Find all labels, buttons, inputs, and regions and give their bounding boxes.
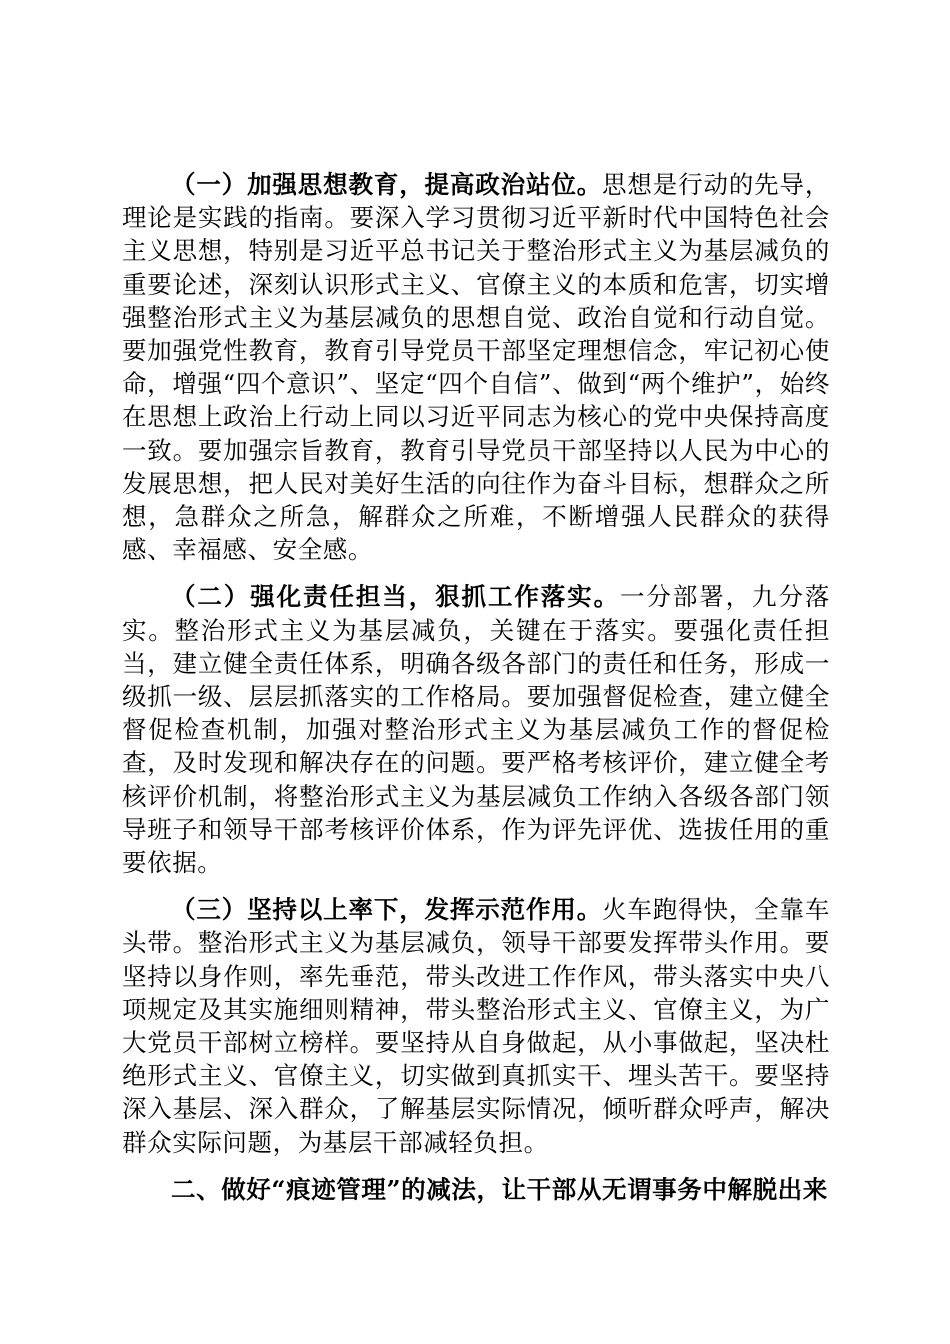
section-heading: 二、做好“痕迹管理”的减法，让干部从无谓事务中解脱出来 bbox=[171, 1174, 828, 1204]
paragraph-3-lead: （三）坚持以上率下，发挥示范作用。 bbox=[171, 895, 603, 925]
paragraph-3-body: 火车跑得快，全靠车头带。整治形式主义为基层减负，领导干部要发挥带头作用。要坚持以身作则，率先垂范，带头改进工作作风，带头落实中央八项规定及其实施细则精神，带头整治形式主义、官僚主义，为广大党员干部树立榜样。要坚持从自身做起，从小事做起，坚决杜绝形式主义、官僚主义，切实做到真抓实干、埋头苦干。要坚持深入基层、深入群众，了解基层实际情况，倾听群众呼声，解决群众实际问题，为基层干部减轻负担。 bbox=[122, 895, 830, 1157]
paragraph-2 bbox=[122, 580, 830, 879]
paragraph-2-body: 一分部署，九分落实。整治形式主义为基层减负，关键在于落实。要强化责任担当，建立健全责任体系，明确各级各部门的责任和任务，形成一级抓一级、层层抓落实的工作格局。要加强督促检查，建立健全督促检查机制，加强对整治形式主义为基层减负工作的督促检查，及时发现和解决存在的问题。要严格考核评价，建立健全考核评价机制，将整治形式主义为基层减负工作纳入各级各部门领导班子和领导干部考核评价体系，作为评先评优、选拔任用的重要依据。 bbox=[122, 582, 830, 878]
paragraph-1-lead: （一）加强思想教育，提高政治站位。 bbox=[171, 170, 603, 199]
paragraph-1-body: 思想是行动的先导，理论是实践的指南。要深入学习贯彻习近平新时代中国特色社会主义思想，特别是习近平总书记关于整治形式主义为基层减负的重要论述，深刻认识形式主义、官僚主义的本质和危害，切实增强整治形式主义为基层减负的思想自觉、政治自觉和行动自觉。要加强党性教育，教育引导党员干部坚定理想信念，牢记初心使命，增强“四个意识”、坚定“四个自信”、做到“两个维护”，始终在思想上政治上行动上同以习近平同志为核心的党中央保持高度一致。要加强宗旨教育，教育引导党员干部坚持以人民为中心的发展思想，把人民对美好生活的向往作为奋斗目标，想群众之所想，急群众之所急，解群众之所难，不断增强人民群众的获得感、幸福感、安全感。 bbox=[122, 170, 830, 565]
document-page bbox=[122, 168, 830, 1206]
paragraph-2-lead: （二）强化责任担当，狠抓工作落实。 bbox=[171, 582, 620, 612]
paragraph-1 bbox=[122, 168, 830, 566]
paragraph-3 bbox=[122, 893, 830, 1159]
